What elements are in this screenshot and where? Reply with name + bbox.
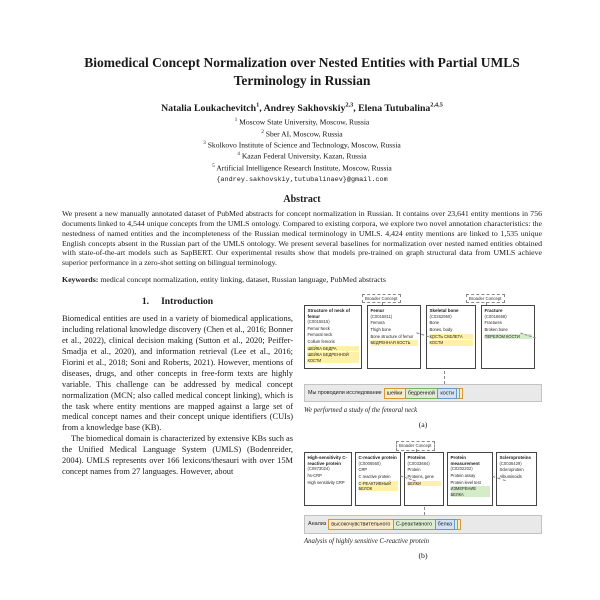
affil-3-mark: 3 <box>203 140 206 146</box>
concept-cui: (C0202202) <box>450 466 473 472</box>
concept-synonym: CRP <box>358 467 368 473</box>
concept-synonym: hs-CRP <box>307 472 322 478</box>
entity-word: высокочувствительного <box>331 521 391 528</box>
concept-title: Fracture <box>484 308 503 314</box>
entity-word: белка <box>437 521 453 528</box>
concept-title: High-sensitivity C-reactive protein <box>307 455 348 466</box>
nested-entity-middle <box>393 519 458 530</box>
author-separator: , <box>353 103 359 115</box>
author-2 <box>264 103 359 114</box>
concept-cui: (C0033684) <box>407 460 430 466</box>
affil-5-mark: 5 <box>212 163 215 169</box>
concept-synonym-russian: КОСТЬ СКЕЛЕТА <box>430 334 473 339</box>
concept-cui: (C0015811) <box>370 313 393 319</box>
figure-b-gloss: Analysis of highly sensitive C-reactive protein <box>304 537 430 545</box>
concept-cui: (C0873024) <box>307 466 330 472</box>
affil-5-text: Artificial Intelligence Research Institute, Moscow, Russia <box>216 163 392 173</box>
figure-a-tags <box>304 294 542 305</box>
affil-4-mark: 4 <box>237 152 240 158</box>
affil-1-text: Moscow State University, Moscow, Russia <box>239 117 370 127</box>
concept-box-femur <box>367 305 421 369</box>
concept-synonym-russian: С-РЕАКТИВНЫЙ БЕЛОК <box>359 481 398 492</box>
concept-box-fracture <box>481 305 535 369</box>
concept-title: Femur <box>370 308 385 314</box>
concept-synonym-russian: ИЗМЕРЕНИЕ БЕЛКА <box>451 486 490 497</box>
concept-synonym: Collum femoris <box>307 338 335 344</box>
abstract-heading: Abstract <box>283 193 321 205</box>
concept-box-hs-crp <box>304 452 352 506</box>
entity-word: шейки <box>386 390 403 397</box>
concept-title: Protein measurement <box>450 455 480 466</box>
author-1-name: Natalia Loukachevitch <box>161 103 257 115</box>
concept-synonym: Broken bone <box>484 326 508 332</box>
nested-entity-outer <box>328 519 461 530</box>
contact-email: {andrey.sakhovskiy,tutubalinaev}@gmail.com <box>216 175 388 184</box>
keywords-text: medical concept normalization, entity linking, dataset, Russian language, PubMed abstracts <box>100 275 386 285</box>
nested-entity-outer <box>384 388 463 399</box>
affiliation-line-1 <box>62 117 542 128</box>
author-2-name: Andrey Sakhovskiy <box>263 103 346 115</box>
concept-synonym-russian: ПЕРЕЛОМ КОСТИ <box>485 334 532 339</box>
figure-a <box>304 294 542 429</box>
concept-synonym: Protein <box>407 467 421 473</box>
broader-concept-tag: Broader Concept <box>362 294 401 303</box>
affiliation-line-4 <box>62 151 542 162</box>
concept-cui: (C0036429) <box>499 460 522 466</box>
affil-3-text: Skolkovo Institute of Science and Technology, Moscow, Russia <box>207 140 401 150</box>
figure-a-gloss: We performed a study of the femoral neck <box>304 407 418 415</box>
figure-b-concept-boxes <box>304 452 542 506</box>
annotated-sentence <box>304 384 542 402</box>
author-2-affil-marks: 2,3 <box>345 102 354 110</box>
author-3-name: Elena Tutubalina <box>358 103 431 115</box>
broader-concept-tag: Broader Concept <box>466 294 505 303</box>
concept-cui: (C0006560) <box>358 460 381 466</box>
concept-synonym: Bone <box>429 320 440 326</box>
affiliations <box>62 117 542 174</box>
concept-box-neck-of-femur <box>304 305 362 369</box>
nested-entity-inner <box>435 519 455 530</box>
figure-b-label: (b) <box>418 550 428 560</box>
concept-synonym: Thigh bone <box>370 326 391 332</box>
sentence-prefix: Мы проводили исследование <box>308 390 382 397</box>
concept-title: Scleroproteins <box>499 455 532 461</box>
affiliation-line-2 <box>62 129 542 140</box>
sentence-prefix: Анализ <box>308 521 327 528</box>
section-heading-introduction <box>62 296 293 307</box>
figure-a-sentence <box>304 384 542 402</box>
affiliation-line-3 <box>62 140 542 151</box>
concept-title: Proteins <box>407 455 426 461</box>
broader-concept-tag: Broader Concept <box>396 441 435 450</box>
concept-cui: (C0262950) <box>429 313 452 319</box>
keywords-line <box>62 275 542 285</box>
figure-b-sentence <box>304 515 542 533</box>
two-column-body <box>62 294 542 560</box>
concept-synonym: Femur Neck <box>307 325 330 331</box>
intro-paragraph-1: Biomedical entities are used in a variety of biomedical applications, including relational knowledge discovery (Chen et al., 2016; Bonner et al., 2022), clinical decision making (Sutton et al., 2020; Peiffer-Smadja et al., 2020), and information retrieval (Lee et al., 2016; Fiorini et al., 2018; Soni and Roberts, 2021). However, mentions of diseases, drugs, and other concepts in free-form texts are highly variable. This challenge can be addressed by medical concept normalization (MCN; also called medical concept linking), which is the task where entity mentions are mapped against a large set of medical concept names and their concept unique identifiers (CUIs) from a knowledge base (KB). <box>62 314 293 433</box>
affil-4-text: Kazan Federal University, Kazan, Russia <box>241 151 367 161</box>
affiliation-line-5 <box>62 163 542 174</box>
figure-a-label: (a) <box>418 420 428 430</box>
concept-cui: (C0015815) <box>307 318 330 324</box>
concept-synonym: C reactive protein <box>358 474 391 480</box>
concept-title: Structure of neck of femur <box>307 308 351 319</box>
concept-synonym: Scleroprotein <box>499 467 524 473</box>
concept-synonym-russian: БЕДРЕННАЯ КОСТЬ <box>371 340 418 345</box>
concept-synonym: Femoral neck <box>307 332 333 338</box>
entity-word: бедренной <box>407 390 435 397</box>
abstract-text: We present a new manually annotated dataset of PubMed abstracts for concept normalization in Russian. It contains over 23,641 entity mentions in 756 documents linked to 4,544 unique concepts from the UMLS ontology. Compared to existing corpora, we explore two novel annotation characteristics: the nestedness of named entities and the incompleteness of the Russian medical terminology in UMLS. 4,424 entity mentions are linked to 1,535 unique English concepts absent in the Russian part of the UMLS ontology. We present several baselines for normalization over nested named entities obtained with state-of-the-art models such as SapBERT. Our experimental results show that models pre-trained on graph structural data from UMLS achieve superior performance in a zero-shot setting on bilingual terminology. <box>62 208 542 268</box>
affil-2-mark: 2 <box>261 129 264 135</box>
author-1 <box>161 103 264 114</box>
affil-1-mark: 1 <box>234 118 238 124</box>
section-number: 1. <box>141 296 150 308</box>
entity-word: С-реактивного <box>395 521 433 528</box>
concept-synonym-russian: ШЕЙКА БЕДРА <box>308 346 359 351</box>
dashed-arrow <box>444 371 445 384</box>
right-column <box>304 294 542 560</box>
figure-a-concept-boxes <box>304 305 542 369</box>
concept-title: Skeletal bone <box>429 308 459 314</box>
concept-synonym: Fractures <box>484 320 502 326</box>
affil-2-text: Sber AI, Moscow, Russia <box>265 129 343 139</box>
concept-synonym-russian: КОСТИ <box>430 340 473 345</box>
authors-line <box>62 102 542 114</box>
section-title: Introduction <box>161 296 214 308</box>
concept-synonym: Protein level test <box>450 479 481 485</box>
concept-box-protein-measurement <box>447 452 493 506</box>
author-separator: , <box>259 103 264 115</box>
concept-synonym: Bones, body <box>429 326 453 332</box>
concept-title: C-reactive protein <box>358 455 397 461</box>
concept-synonym: Femora <box>370 320 385 326</box>
concept-synonym: Bone structure of femur <box>370 333 414 339</box>
nested-entity-middle <box>405 388 460 399</box>
concept-cui: (C0016658) <box>484 313 507 319</box>
concept-synonym: Proteins, gene <box>407 474 434 480</box>
dashed-arrow <box>424 507 425 515</box>
concept-synonym-russian: БЕЛКИ <box>408 481 441 486</box>
author-1-affil-marks: 1 <box>256 102 260 110</box>
concept-synonym: Protein assay <box>450 472 476 478</box>
nested-entity-inner <box>437 388 457 399</box>
concept-synonym: High sensitivity CRP <box>307 479 345 485</box>
concept-synonym: Albuminoids <box>499 474 522 480</box>
annotated-sentence <box>304 515 542 533</box>
intro-paragraph-2: The biomedical domain is characterized by extensive KBs such as the Unified Medical Language System (UMLS) (Bodenreider, 2004). UMLS represents over 166 lexicons/thesauri with over 15M concept names from 27 languages. However, about <box>62 434 293 477</box>
concept-synonym-russian: ШЕЙКА БЕДРЕННОЙ КОСТИ <box>308 352 359 363</box>
paper-title: Biomedical Concept Normalization over Nested Entities with Partial UMLS Terminology in Russian <box>84 55 520 88</box>
concept-box-crp <box>355 452 401 506</box>
keywords-label: Keywords: <box>62 275 99 285</box>
left-column <box>62 294 293 560</box>
figure-b-tags <box>304 441 542 452</box>
figure-b <box>304 441 542 559</box>
entity-word: кости <box>440 390 454 397</box>
author-3 <box>358 103 443 114</box>
author-3-affil-marks: 2,4,5 <box>430 102 443 110</box>
